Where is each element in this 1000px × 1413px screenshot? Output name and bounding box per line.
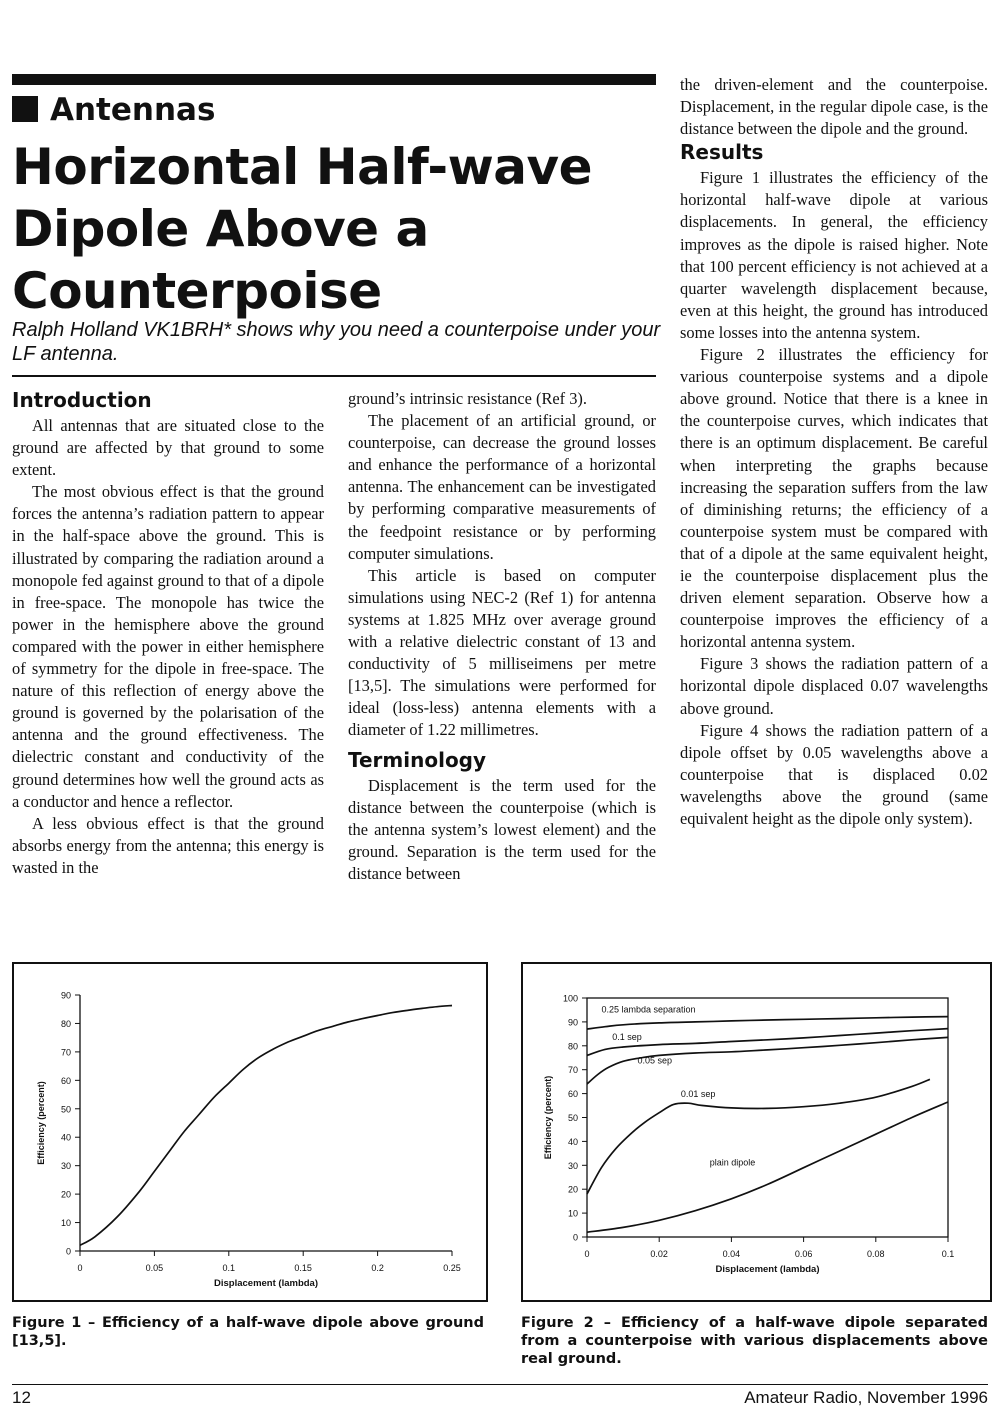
x-tick-label: 0 [77, 1263, 83, 1273]
x-tick-label: 0.05 [145, 1263, 164, 1273]
x-tick-label: 0.2 [371, 1263, 384, 1273]
paragraph: Figure 1 illustrates the efficiency of the horizontal half-wave dipole at various displacements. In general, the efficiency improves as the dipole is raised higher. Note that 100 percent efficiency is not achieved at a quarter wavelength displacement because, even at this height, the ground has introduced some losses into the antenna system. [680, 168, 988, 342]
figure-2 [521, 962, 992, 1302]
series-label: 0.05 sep [637, 1055, 673, 1066]
y-tick-label: 100 [562, 993, 578, 1004]
y-tick-label: 50 [567, 1113, 578, 1123]
series-label: plain dipole [709, 1157, 756, 1168]
y-tick-label: 30 [567, 1160, 578, 1171]
x-tick-label: 0.1 [941, 1249, 955, 1259]
heading-introduction: Introduction [12, 388, 152, 412]
y-tick-label: 70 [60, 1047, 71, 1058]
y-tick-label: 80 [567, 1041, 578, 1052]
article-title: Horizontal Half-wave Dipole Above a Counterpoise [12, 138, 593, 320]
series-line-1 [587, 1017, 948, 1030]
y-tick-label: 80 [60, 1018, 71, 1029]
y-tick-label: 20 [60, 1189, 71, 1200]
square-bullet-icon [12, 96, 38, 122]
y-axis-title: Efficiency (percent) [543, 1075, 553, 1160]
y-tick-label: 40 [567, 1136, 578, 1147]
paragraph: A less obvious effect is that the ground absorbs energy from the antenna; this energy is wasted in the [12, 813, 324, 877]
paragraph: This article is based on computer simulations using NEC-2 (Ref 1) for antenna systems at 1.825 MHz over average ground with a relative dielectric constant of 13 and conductivity of 5 milliseimens per metre [13,5]. The simulations were performed for ideal (loss-less) antenna elements with a diameter of 1.22 millimetres. [348, 565, 656, 740]
series-line-4 [587, 1079, 930, 1194]
y-tick-label: 40 [60, 1132, 71, 1143]
figure-1-caption: Figure 1 – Efficiency of a half-wave dipole above ground [13,5]. [12, 1315, 484, 1349]
y-tick-label: 90 [60, 990, 71, 1001]
x-tick-label: 0.06 [794, 1249, 813, 1259]
figure-1-chart [14, 964, 486, 1300]
y-tick-label: 20 [567, 1184, 578, 1195]
series-line-5 [587, 1102, 948, 1232]
y-tick-label: 50 [60, 1104, 71, 1115]
heading-results: Results [680, 140, 764, 165]
series-line-1 [80, 1006, 452, 1246]
paragraph: All antennas that are situated close to the ground are affected by that ground to some extent. [12, 416, 324, 480]
header-rule [12, 74, 656, 85]
y-tick-label: 30 [60, 1161, 71, 1172]
x-tick-label: 0.25 [443, 1263, 461, 1273]
y-tick-label: 60 [60, 1075, 71, 1086]
paragraph: the driven-element and the counterpoise. Displacement, in the regular dipole case, is the distance between the dipole and the ground. [680, 75, 988, 139]
figure-2-chart [523, 964, 990, 1300]
y-tick-label: 10 [567, 1208, 578, 1219]
column-2 [348, 388, 656, 885]
y-tick-label: 10 [60, 1218, 71, 1229]
column-1 [12, 388, 324, 879]
figure-1 [12, 962, 488, 1302]
footer-rule [12, 1384, 988, 1385]
y-tick-label: 60 [567, 1089, 578, 1100]
x-axis-title: Displacement (lambda) [715, 1264, 820, 1275]
page-number: 12 [12, 1388, 31, 1407]
series-label: 0.01 sep [680, 1089, 716, 1100]
x-tick-label: 0 [584, 1249, 590, 1259]
x-tick-label: 0.15 [294, 1263, 312, 1273]
paragraph: ground’s intrinsic resistance (Ref 3). [348, 389, 587, 408]
y-tick-label: 0 [572, 1232, 578, 1243]
x-tick-label: 0.1 [222, 1263, 236, 1273]
series-label: 0.25 lambda separation [601, 1004, 696, 1015]
issue-line: Amateur Radio, November 1996 [744, 1388, 988, 1407]
paragraph: Displacement is the term used for the distance between the counterpoise (which is the antenna system’s lowest element) and the ground. Separation is the term used for the distance between [348, 775, 656, 883]
paragraph: The most obvious effect is that the ground forces the antenna’s radiation pattern to appear in the half-space above the ground. This is illustrated by comparing the radiation around a monopole fed against ground to that of a dipole in free-space. The monopole has twice the power in the hemisphere above the ground compared with the power in either hemisphere of symmetry for the dipole in free-space. The nature of this reflection of energy above the ground is governed by the polarisation of the antenna and the ground effectiveness. The dielectric constant and conductivity of the ground determines how well the ground acts as a conductor and hence a reflector. [12, 482, 324, 811]
paragraph: Figure 3 shows the radiation pattern of a horizontal dipole displaced 0.07 wavelengths above ground. [680, 654, 988, 718]
y-axis-title: Efficiency (percent) [36, 1081, 46, 1165]
title-rule [12, 375, 656, 377]
x-tick-label: 0.04 [722, 1249, 741, 1259]
section-label-text: Antennas [50, 92, 216, 128]
x-axis-title: Displacement (lambda) [214, 1278, 318, 1289]
section-label [12, 92, 215, 128]
y-tick-label: 70 [567, 1065, 578, 1076]
y-tick-label: 0 [65, 1246, 71, 1257]
series-label: 0.1 sep [612, 1031, 642, 1042]
paragraph: Figure 4 shows the radiation pattern of a dipole offset by 0.05 wavelengths above a counterpoise that is displaced 0.02 wavelengths above the ground (same equivalent height as the dipole only system). [680, 720, 988, 828]
heading-terminology: Terminology [348, 747, 487, 772]
paragraph: Figure 2 illustrates the efficiency for various counterpoise systems and a dipole above ground. Notice that there is a knee in the counterpoise curves, which indicates that there is an optimum displacement. Be careful when interpreting the graphs because increasing the separation suffers from the law of diminishing returns; the efficiency of a counterpoise system must be compared with that of a dipole at the same equivalent height, ie the counterpoise displacement plus the driven element separation. Observe how a counterpoise improves the efficiency of a horizontal antenna system. [680, 345, 988, 652]
figure-2-caption: Figure 2 – Efficiency of a half-wave dipole separated from a counterpoise with various displacements above real ground. [521, 1315, 988, 1367]
article-subtitle: Ralph Holland VK1BRH* shows why you need a counterpoise under your LF antenna. [12, 319, 661, 365]
paragraph: The placement of an artificial ground, or counterpoise, can decrease the ground losses and enhance the performance of a horizontal antenna. The enhancement can be investigated by performing comparative measurements of the feedpoint resistance or by performing computer simulations. [348, 411, 656, 563]
y-tick-label: 90 [567, 1017, 578, 1028]
x-tick-label: 0.02 [650, 1249, 668, 1259]
x-tick-label: 0.08 [867, 1249, 885, 1259]
column-3 [680, 74, 988, 830]
